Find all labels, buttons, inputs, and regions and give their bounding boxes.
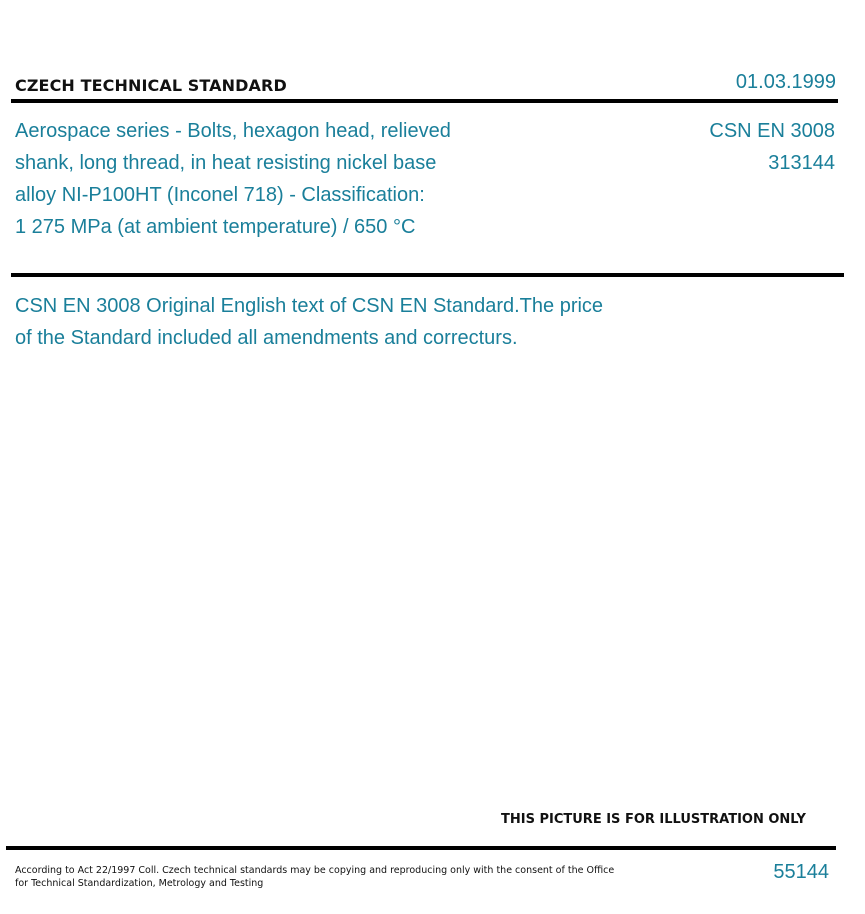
description-line: of the Standard included all amendments and correcturs. [15, 327, 518, 349]
catalog-number: 313144 [768, 152, 835, 174]
standard-title-line: 1 275 MPa (at ambient temperature) / 650 °C [15, 216, 416, 238]
standard-description [15, 290, 603, 354]
document-date: 01.03.1999 [735, 71, 836, 93]
footer-divider [6, 846, 836, 850]
description-line: CSN EN 3008 Original English text of CSN EN Standard.The price [15, 295, 604, 317]
illustration-notice: THIS PICTURE IS FOR ILLUSTRATION ONLY [501, 812, 806, 827]
standard-title-line: Aerospace series - Bolts, hexagon head, relieved [15, 120, 451, 142]
standard-title-line: shank, long thread, in heat resisting nickel base [15, 152, 437, 174]
legal-notice-line: According to Act 22/1997 Coll. Czech technical standards may be copying and reproducing only with the consent of the Office [15, 865, 615, 876]
footer-number: 55144 [773, 861, 829, 883]
legal-notice [15, 864, 614, 890]
legal-notice-line: for Technical Standardization, Metrology and Testing [15, 878, 264, 889]
document-header-title: CZECH TECHNICAL STANDARD [15, 76, 287, 95]
standard-title-line: alloy NI-P100HT (Inconel 718) - Classification: [15, 184, 425, 206]
header-divider [11, 99, 838, 103]
section-divider [11, 273, 844, 277]
standard-code: CSN EN 3008 [709, 120, 835, 142]
standard-title [15, 115, 515, 243]
standard-identifiers [709, 115, 835, 179]
